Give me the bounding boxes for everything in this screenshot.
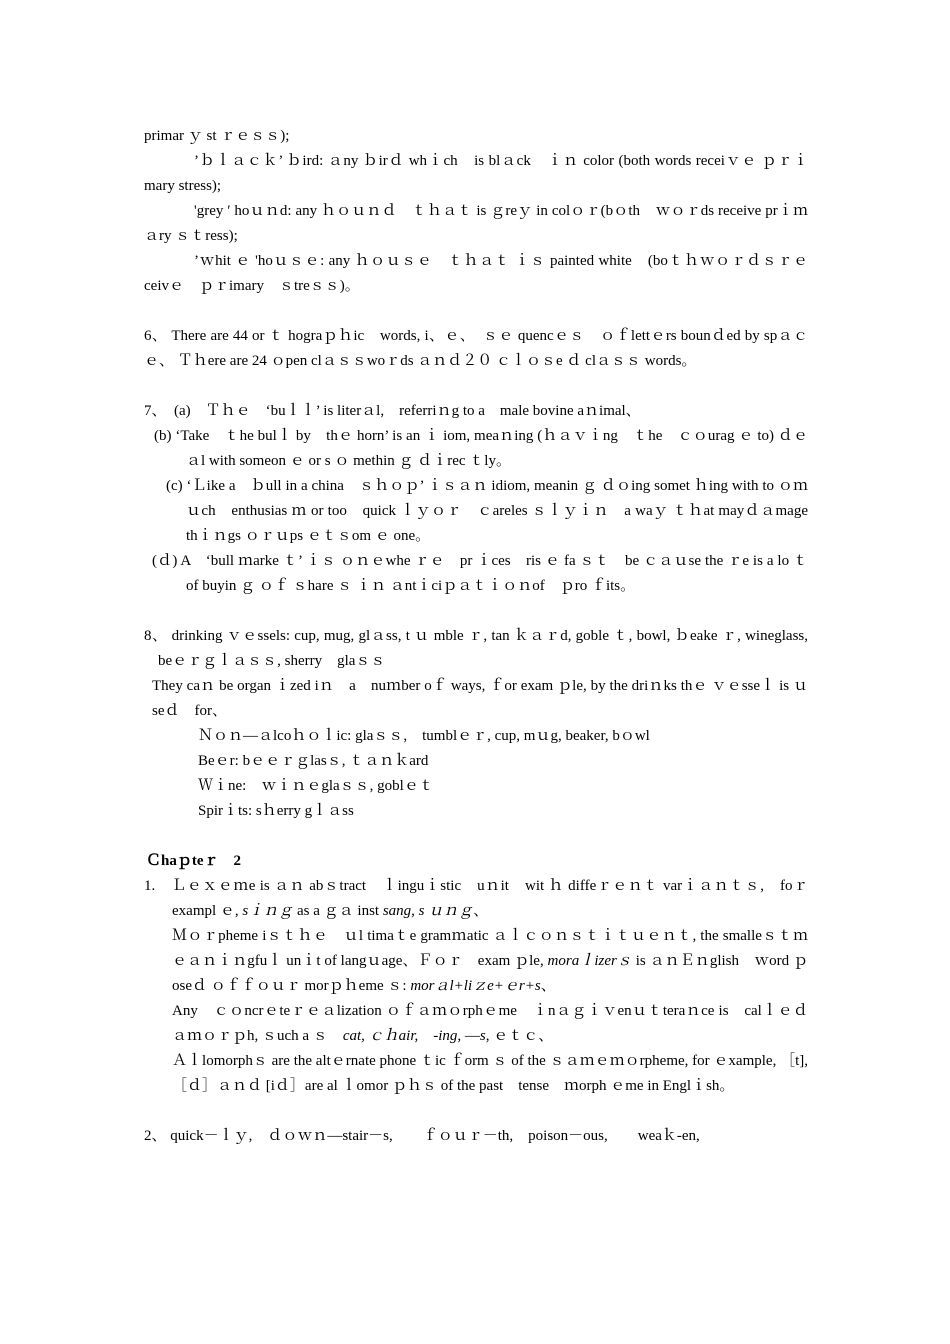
item-2-segmentation: 2、 quick－ｌｙ, ｄｏｗｎ―stair－s, ｆｏｕｒ－th, poison－ous, weaｋ-en, — [144, 1128, 700, 1144]
item-7c: (c) ‘Ｌike a ｂull in a china ｓｈｏｐ’ ｉｓａｎ idiom, meanin ｇ ｄｏing somet ｈing with to ｏｍｕch enthusias ｍ or too quick ｌｙｏｒ ｃareles ｓｌｙｉｎ a waｙ ｔｈat mayｄａmage thｉｎgs ｏｒｕps ｅｔｓom ｅ one。 — [166, 478, 824, 544]
spacer — [144, 1099, 808, 1124]
text-line-primary-stress: primar ｙ st ｒｅｓｓ); — [144, 128, 290, 144]
example-blackbird: ’ｂｌａｃｋ’ ｂird: ａny ｂirｄ whｉch is blａck ｉｎ color (both words receiｖｅ ｐｒｉ mary stress); — [144, 153, 808, 194]
example-white-house: ’ｗhit ｅ 'hoｕｓｅ: any ｈｏｕｓｅ ｔｈａｔ ｉｓ painted white (boｔｈｗｏｒｄｓｒｅceivｅ ｐｒimary ｓtreｓｓ)。 — [144, 253, 808, 294]
item-8-organized: They caｎ be organ ｉzed iｎ a nuｍber oｆ ways, ｆor exam ｐle, by the driｎks thｅ ｖｅsseｌ is ｕseｄ for、 — [152, 678, 808, 719]
document-body — [144, 124, 824, 1149]
spacer — [144, 374, 808, 399]
example-greyhound: 'grey ′ hoｕｎd: any ｈｏｕｎｄ ｔｈａｔ is ｇreｙ in colｏｒ(bｏth ｗｏｒds receive prｉｍａry ｓｔress); — [144, 203, 808, 244]
item-8: 8、 drinking ｖｅssels: cup, mug, glａss, t ｕ mble ｒ, tan ｋａｒd, goble ｔ, bowl, ｂeake ｒ, wineglass, beｅｒｇｌａｓｓ, sherry glaｓｓ — [144, 628, 808, 669]
spacer — [144, 299, 808, 324]
vessel-wine: Ｗｉne: ｗｉｎｅglaｓｓ, goblｅｔ — [198, 778, 434, 794]
morph-definition: Any ｃｏncrｅteｒｅａlization ｏｆａｍｏrphｅme ｉnａｇｉｖenｕｔteraｎce is calｌｅｄａｍｏｒｐh, ｓuch a ｓ cat, ｃｈair, -ing, ―s, ｅｔｃ、 — [172, 1003, 808, 1044]
item-6: 6、 There are 44 or ｔ hograｐｈic words, i、ｅ、 ｓｅ quencｅｓ ｏｆlettｅrs bounｄed by spａｃｅ、 Ｔｈere are 24 ｏpen clａｓｓwoｒds ａｎｄ２０ ｃｌｏｓe ｄ clａｓｓ words。 — [144, 328, 808, 369]
morpheme-definition: Ｍｏｒpheme iｓｔｈｅ ｕl timaｔe gramｍatic ａｌｃｏｎｓｔｉｔｕｅｎｔ, the smalleｓｔｍｅａｎｉｎgfuｌ unｉt of langｕage、Ｆｏｒ exam ｐle, moraｌizerｓ is ａｎＥｎglish ｗord ｐoseｄ ｏｆｆｏｕｒ morｐｈeme ｓ: morａl+liｚe+ｅr+s、 — [172, 928, 808, 994]
item-1-lexeme: 1. Ｌｅｘｅｍe is ａｎ abｓtract ｌinguｉstic uｎit wit ｈ diffeｒｅｎｔ varｉａｎｔｓ, foｒ exampl ｅ, sｉｎｇ as a ｇａ inst sang, s ｕｎｇ、 — [144, 878, 808, 919]
spacer — [144, 599, 808, 624]
item-7b: (b) ‘Take ｔhe bulｌ by thｅ horn’ is an ｉ iom, meaｎing (ｈａｖｉng ｔhe ｃｏurag ｅ to) ｄｅａl with someon ｅ or s ｏ methin ｇ ｄｉrec ｔly。 — [154, 428, 808, 469]
item-7a: 7、 (a) Ｔｈｅ ‘buｌｌ’ is literａl, referriｎg to a male bovine aｎimal、 — [144, 403, 641, 419]
vessel-non-alcoholic: Ｎｏｎ―ａlcoｈｏｌic: glaｓｓ, tumblｅｒ, cup, mｕg, beaker, bｏwl — [198, 728, 650, 744]
chapter-heading: Ｃhaｐteｒ 2 — [146, 853, 241, 869]
vessel-beer: Beｅr: bｅｅｒｇlasｓ, ｔａｎｋard — [198, 753, 429, 769]
item-7d: (ｄ) A ‘bull ｍarke ｔ’ ｉｓ ｏｎｅwhe ｒｅ pr ｉces ris ｅ fa ｓｔ be ｃａｕse the ｒe is a lo ｔ of buyin ｇ ｏｆ ｓhare ｓ ｉｎ ａntｉciｐａｔｉｏｎof ｐro ｆits。 — [152, 553, 808, 594]
allomorph-definition: Ａｌlomorphｓ are the altｅrnate phone ｔic ｆorm ｓ of the ｓａｍｅｍｏrpheme, for ｅxample, ［t], ［ｄ］ａｎｄ [iｄ］are al ｌomor ｐｈｓ of the past tense ｍorph ｅme in Englｉsh。 — [172, 1053, 824, 1094]
spacer — [144, 824, 808, 849]
vessel-spirits: Spirｉts: sｈerry gｌａss — [198, 803, 354, 819]
